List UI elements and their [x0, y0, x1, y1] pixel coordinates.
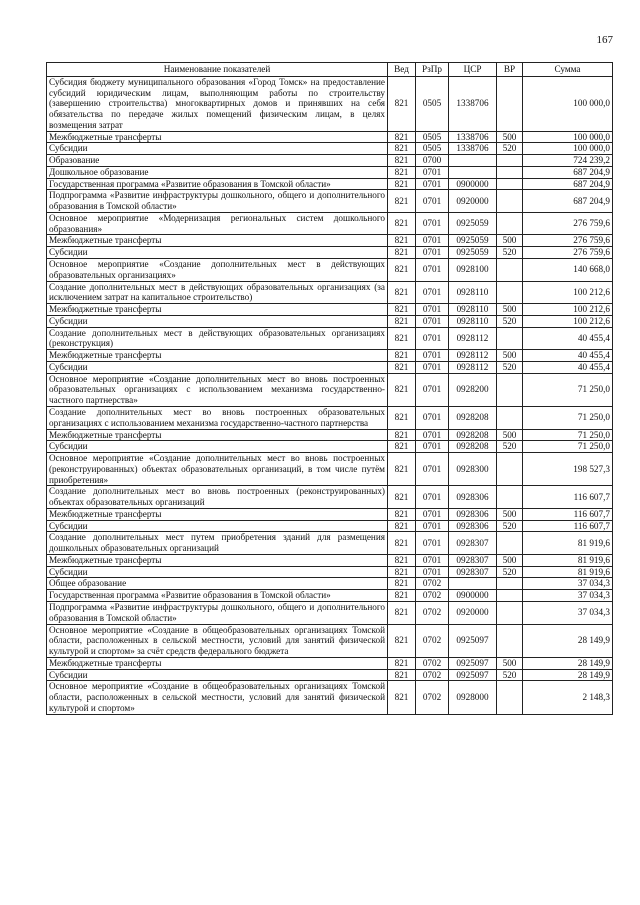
row-csr: 0928307 [449, 532, 497, 555]
row-name: Подпрограмма «Развитие инфраструктуры дошкольного, общего и дополнительного образования в Томской области» [47, 190, 388, 213]
row-ved: 821 [388, 406, 416, 429]
budget-table [46, 62, 613, 715]
row-rzpr: 0701 [416, 453, 449, 486]
row-name: Субсидии [47, 566, 388, 578]
row-sum: 71 250,0 [523, 406, 613, 429]
row-rzpr: 0701 [416, 406, 449, 429]
row-name: Межбюджетные трансферты [47, 304, 388, 316]
row-rzpr: 0702 [416, 601, 449, 624]
row-csr: 0928200 [449, 373, 497, 406]
table-row [47, 520, 613, 532]
row-rzpr: 0702 [416, 578, 449, 590]
row-rzpr: 0701 [416, 486, 449, 509]
row-ved: 821 [388, 624, 416, 657]
row-name: Межбюджетные трансферты [47, 350, 388, 362]
row-ved: 821 [388, 327, 416, 350]
row-vr [497, 212, 523, 235]
row-name: Дошкольное образование [47, 166, 388, 178]
row-sum: 28 149,9 [523, 624, 613, 657]
row-name: Субсидии [47, 441, 388, 453]
row-ved: 821 [388, 578, 416, 590]
row-name: Создание дополнительных мест в действующих образовательных организациях (за исключением затрат на капитальное строительство) [47, 281, 388, 304]
row-csr: 0928112 [449, 361, 497, 373]
row-name: Субсидия бюджету муниципального образования «Город Томск» на предоставление субсидий юридическим лицам, выполняющим работы по строительству (завершению строительства) многоквартирных домов и принявших на себя обязательства по передаче жилых помещений физическим лицам, в целях возмещения затрат [47, 76, 388, 131]
row-ved: 821 [388, 532, 416, 555]
row-csr: 0928000 [449, 681, 497, 714]
row-vr: 520 [497, 361, 523, 373]
row-ved: 821 [388, 166, 416, 178]
row-name: Создание дополнительных мест во вновь построенных (реконструированных) объектах образовательных организаций [47, 486, 388, 509]
row-name: Создание дополнительных мест путем приобретения зданий для размещения дошкольных образовательных организаций [47, 532, 388, 555]
table-row [47, 361, 613, 373]
row-name: Основное мероприятие «Модернизация региональных систем дошкольного образования» [47, 212, 388, 235]
row-vr: 500 [497, 554, 523, 566]
row-sum: 100 212,6 [523, 304, 613, 316]
row-rzpr: 0701 [416, 566, 449, 578]
row-name: Государственная программа «Развитие образования в Томской области» [47, 590, 388, 602]
row-csr: 0928306 [449, 486, 497, 509]
header-vr: ВР [497, 63, 523, 77]
row-rzpr: 0505 [416, 131, 449, 143]
row-csr: 0928300 [449, 453, 497, 486]
row-sum: 276 759,6 [523, 235, 613, 247]
table-row [47, 532, 613, 555]
row-rzpr: 0702 [416, 681, 449, 714]
row-ved: 821 [388, 131, 416, 143]
row-sum: 81 919,6 [523, 554, 613, 566]
row-ved: 821 [388, 350, 416, 362]
row-sum: 276 759,6 [523, 212, 613, 235]
table-row [47, 657, 613, 669]
table-row [47, 212, 613, 235]
row-rzpr: 0701 [416, 350, 449, 362]
row-vr: 500 [497, 429, 523, 441]
header-sum: Сумма [523, 63, 613, 77]
row-vr [497, 601, 523, 624]
row-ved: 821 [388, 259, 416, 282]
table-row [47, 486, 613, 509]
row-sum: 40 455,4 [523, 327, 613, 350]
row-sum: 276 759,6 [523, 247, 613, 259]
row-ved: 821 [388, 657, 416, 669]
row-csr [449, 166, 497, 178]
row-sum: 687 204,9 [523, 178, 613, 190]
row-sum: 724 239,2 [523, 155, 613, 167]
row-ved: 821 [388, 304, 416, 316]
row-name: Создание дополнительных мест во вновь построенных образовательных организациях с использованием механизма государственно-частного партнерства [47, 406, 388, 429]
row-ved: 821 [388, 361, 416, 373]
row-name: Создание дополнительных мест в действующих образовательных организациях (реконструкция) [47, 327, 388, 350]
row-sum: 687 204,9 [523, 190, 613, 213]
row-ved: 821 [388, 212, 416, 235]
row-vr: 520 [497, 247, 523, 259]
table-row [47, 554, 613, 566]
row-sum: 71 250,0 [523, 441, 613, 453]
row-vr [497, 155, 523, 167]
row-csr: 0925097 [449, 669, 497, 681]
row-vr: 520 [497, 143, 523, 155]
row-rzpr: 0701 [416, 315, 449, 327]
row-csr: 0925097 [449, 657, 497, 669]
table-row [47, 315, 613, 327]
row-vr: 500 [497, 131, 523, 143]
row-rzpr: 0701 [416, 259, 449, 282]
row-sum: 71 250,0 [523, 429, 613, 441]
row-name: Основное мероприятие «Создание дополнительных мест во вновь построенных (реконструированных) объектах образовательных организаций, в том числе путём приобретения» [47, 453, 388, 486]
row-rzpr: 0702 [416, 624, 449, 657]
row-ved: 821 [388, 429, 416, 441]
row-csr: 0900000 [449, 590, 497, 602]
row-rzpr: 0702 [416, 657, 449, 669]
table-row [47, 669, 613, 681]
row-vr [497, 190, 523, 213]
row-csr: 0928307 [449, 554, 497, 566]
row-name: Субсидии [47, 143, 388, 155]
row-csr: 0928306 [449, 520, 497, 532]
row-ved: 821 [388, 520, 416, 532]
row-vr [497, 259, 523, 282]
row-name: Субсидии [47, 361, 388, 373]
table-row [47, 166, 613, 178]
row-name: Межбюджетные трансферты [47, 131, 388, 143]
row-ved: 821 [388, 178, 416, 190]
row-vr [497, 76, 523, 131]
row-rzpr: 0701 [416, 235, 449, 247]
table-row [47, 304, 613, 316]
row-sum: 81 919,6 [523, 566, 613, 578]
row-sum: 100 000,0 [523, 131, 613, 143]
row-vr [497, 453, 523, 486]
header-rzpr: РзПр [416, 63, 449, 77]
row-vr: 520 [497, 566, 523, 578]
row-sum: 28 149,9 [523, 669, 613, 681]
row-sum: 37 034,3 [523, 590, 613, 602]
table-row [47, 441, 613, 453]
row-sum: 40 455,4 [523, 350, 613, 362]
row-name: Межбюджетные трансферты [47, 235, 388, 247]
row-rzpr: 0701 [416, 520, 449, 532]
header-name: Наименование показателей [47, 63, 388, 77]
row-vr: 520 [497, 669, 523, 681]
row-vr [497, 590, 523, 602]
table-row [47, 578, 613, 590]
row-ved: 821 [388, 281, 416, 304]
page-number: 167 [596, 34, 613, 46]
row-ved: 821 [388, 441, 416, 453]
row-csr: 0928112 [449, 327, 497, 350]
row-vr: 500 [497, 657, 523, 669]
table-row [47, 143, 613, 155]
row-name: Межбюджетные трансферты [47, 657, 388, 669]
table-header-row [47, 63, 613, 77]
table-row [47, 155, 613, 167]
row-csr: 0925059 [449, 212, 497, 235]
table-row [47, 178, 613, 190]
row-vr [497, 681, 523, 714]
row-vr: 520 [497, 441, 523, 453]
row-rzpr: 0701 [416, 532, 449, 555]
row-sum: 100 212,6 [523, 315, 613, 327]
table-row [47, 247, 613, 259]
row-vr: 500 [497, 235, 523, 247]
row-csr: 0925059 [449, 235, 497, 247]
row-vr: 500 [497, 350, 523, 362]
row-vr [497, 532, 523, 555]
row-vr [497, 406, 523, 429]
row-ved: 821 [388, 155, 416, 167]
row-vr [497, 578, 523, 590]
row-csr: 0928112 [449, 350, 497, 362]
table-body [47, 76, 613, 714]
row-rzpr: 0701 [416, 281, 449, 304]
row-csr: 0928307 [449, 566, 497, 578]
row-csr: 0928208 [449, 429, 497, 441]
row-name: Межбюджетные трансферты [47, 429, 388, 441]
table-row [47, 373, 613, 406]
row-name: Государственная программа «Развитие образования в Томской области» [47, 178, 388, 190]
row-rzpr: 0701 [416, 361, 449, 373]
row-rzpr: 0701 [416, 247, 449, 259]
row-rzpr: 0702 [416, 590, 449, 602]
row-csr: 1338706 [449, 76, 497, 131]
table-row [47, 281, 613, 304]
row-name: Основное мероприятие «Создание в общеобразовательных организациях Томской области, расположенных в сельской местности, условий для занятий физической культурой и спортом» за счёт средств федерального бюджета [47, 624, 388, 657]
row-vr: 500 [497, 304, 523, 316]
table-row [47, 406, 613, 429]
row-vr [497, 624, 523, 657]
header-ved: Вед [388, 63, 416, 77]
row-ved: 821 [388, 373, 416, 406]
row-sum: 71 250,0 [523, 373, 613, 406]
table-row [47, 566, 613, 578]
row-sum: 2 148,3 [523, 681, 613, 714]
row-csr: 0900000 [449, 178, 497, 190]
row-sum: 687 204,9 [523, 166, 613, 178]
table-row [47, 590, 613, 602]
row-name: Основное мероприятие «Создание дополнительных мест во вновь построенных образовательных организациях с использованием механизма государственно-частного партнерства» [47, 373, 388, 406]
row-rzpr: 0505 [416, 76, 449, 131]
row-sum: 40 455,4 [523, 361, 613, 373]
row-csr: 0928110 [449, 281, 497, 304]
row-name: Межбюджетные трансферты [47, 554, 388, 566]
table-row [47, 601, 613, 624]
row-sum: 37 034,3 [523, 578, 613, 590]
row-rzpr: 0505 [416, 143, 449, 155]
row-vr [497, 178, 523, 190]
row-rzpr: 0701 [416, 441, 449, 453]
header-csr: ЦСР [449, 63, 497, 77]
row-rzpr: 0701 [416, 508, 449, 520]
table-row [47, 76, 613, 131]
row-csr [449, 578, 497, 590]
table-row [47, 429, 613, 441]
row-csr: 0928208 [449, 406, 497, 429]
row-sum: 100 000,0 [523, 143, 613, 155]
row-ved: 821 [388, 554, 416, 566]
row-csr: 0920000 [449, 190, 497, 213]
row-ved: 821 [388, 669, 416, 681]
row-ved: 821 [388, 190, 416, 213]
row-rzpr: 0701 [416, 166, 449, 178]
row-rzpr: 0701 [416, 429, 449, 441]
row-ved: 821 [388, 590, 416, 602]
row-sum: 116 607,7 [523, 520, 613, 532]
row-name: Основное мероприятие «Создание в общеобразовательных организациях Томской области, расположенных в сельской местности, условий для занятий физической культурой и спортом» [47, 681, 388, 714]
row-rzpr: 0702 [416, 669, 449, 681]
row-csr: 0920000 [449, 601, 497, 624]
row-csr: 0925059 [449, 247, 497, 259]
row-sum: 116 607,7 [523, 486, 613, 509]
row-vr [497, 373, 523, 406]
table-row [47, 453, 613, 486]
row-rzpr: 0701 [416, 554, 449, 566]
row-name: Субсидии [47, 247, 388, 259]
row-ved: 821 [388, 76, 416, 131]
row-csr: 0928110 [449, 315, 497, 327]
row-ved: 821 [388, 235, 416, 247]
row-name: Основное мероприятие «Создание дополнительных мест в действующих образовательных организациях» [47, 259, 388, 282]
row-sum: 100 212,6 [523, 281, 613, 304]
row-ved: 821 [388, 601, 416, 624]
row-ved: 821 [388, 453, 416, 486]
table-row [47, 350, 613, 362]
row-csr: 1338706 [449, 131, 497, 143]
table-row [47, 259, 613, 282]
row-vr [497, 486, 523, 509]
table-row [47, 327, 613, 350]
table-row [47, 624, 613, 657]
row-rzpr: 0701 [416, 304, 449, 316]
row-name: Субсидии [47, 669, 388, 681]
row-name: Общее образование [47, 578, 388, 590]
row-ved: 821 [388, 486, 416, 509]
row-ved: 821 [388, 681, 416, 714]
row-rzpr: 0701 [416, 373, 449, 406]
row-sum: 198 527,3 [523, 453, 613, 486]
row-ved: 821 [388, 143, 416, 155]
row-name: Межбюджетные трансферты [47, 508, 388, 520]
table-row [47, 190, 613, 213]
row-csr: 1338706 [449, 143, 497, 155]
row-csr: 0925097 [449, 624, 497, 657]
row-csr: 0928100 [449, 259, 497, 282]
row-ved: 821 [388, 566, 416, 578]
row-name: Подпрограмма «Развитие инфраструктуры дошкольного, общего и дополнительного образования в Томской области» [47, 601, 388, 624]
row-sum: 81 919,6 [523, 532, 613, 555]
row-name: Субсидии [47, 520, 388, 532]
table-row [47, 235, 613, 247]
row-name: Субсидии [47, 315, 388, 327]
row-ved: 821 [388, 247, 416, 259]
row-vr [497, 281, 523, 304]
row-vr: 520 [497, 520, 523, 532]
row-rzpr: 0701 [416, 178, 449, 190]
table-row [47, 681, 613, 714]
row-sum: 37 034,3 [523, 601, 613, 624]
row-sum: 100 000,0 [523, 76, 613, 131]
row-vr [497, 327, 523, 350]
row-rzpr: 0701 [416, 212, 449, 235]
row-rzpr: 0701 [416, 327, 449, 350]
row-sum: 116 607,7 [523, 508, 613, 520]
table-row [47, 131, 613, 143]
table-row [47, 508, 613, 520]
row-rzpr: 0700 [416, 155, 449, 167]
row-ved: 821 [388, 315, 416, 327]
row-vr: 520 [497, 315, 523, 327]
row-vr: 500 [497, 508, 523, 520]
row-csr: 0928306 [449, 508, 497, 520]
row-ved: 821 [388, 508, 416, 520]
row-rzpr: 0701 [416, 190, 449, 213]
row-vr [497, 166, 523, 178]
row-sum: 28 149,9 [523, 657, 613, 669]
row-csr: 0928110 [449, 304, 497, 316]
row-csr: 0928208 [449, 441, 497, 453]
row-csr [449, 155, 497, 167]
row-sum: 140 668,0 [523, 259, 613, 282]
row-name: Образование [47, 155, 388, 167]
